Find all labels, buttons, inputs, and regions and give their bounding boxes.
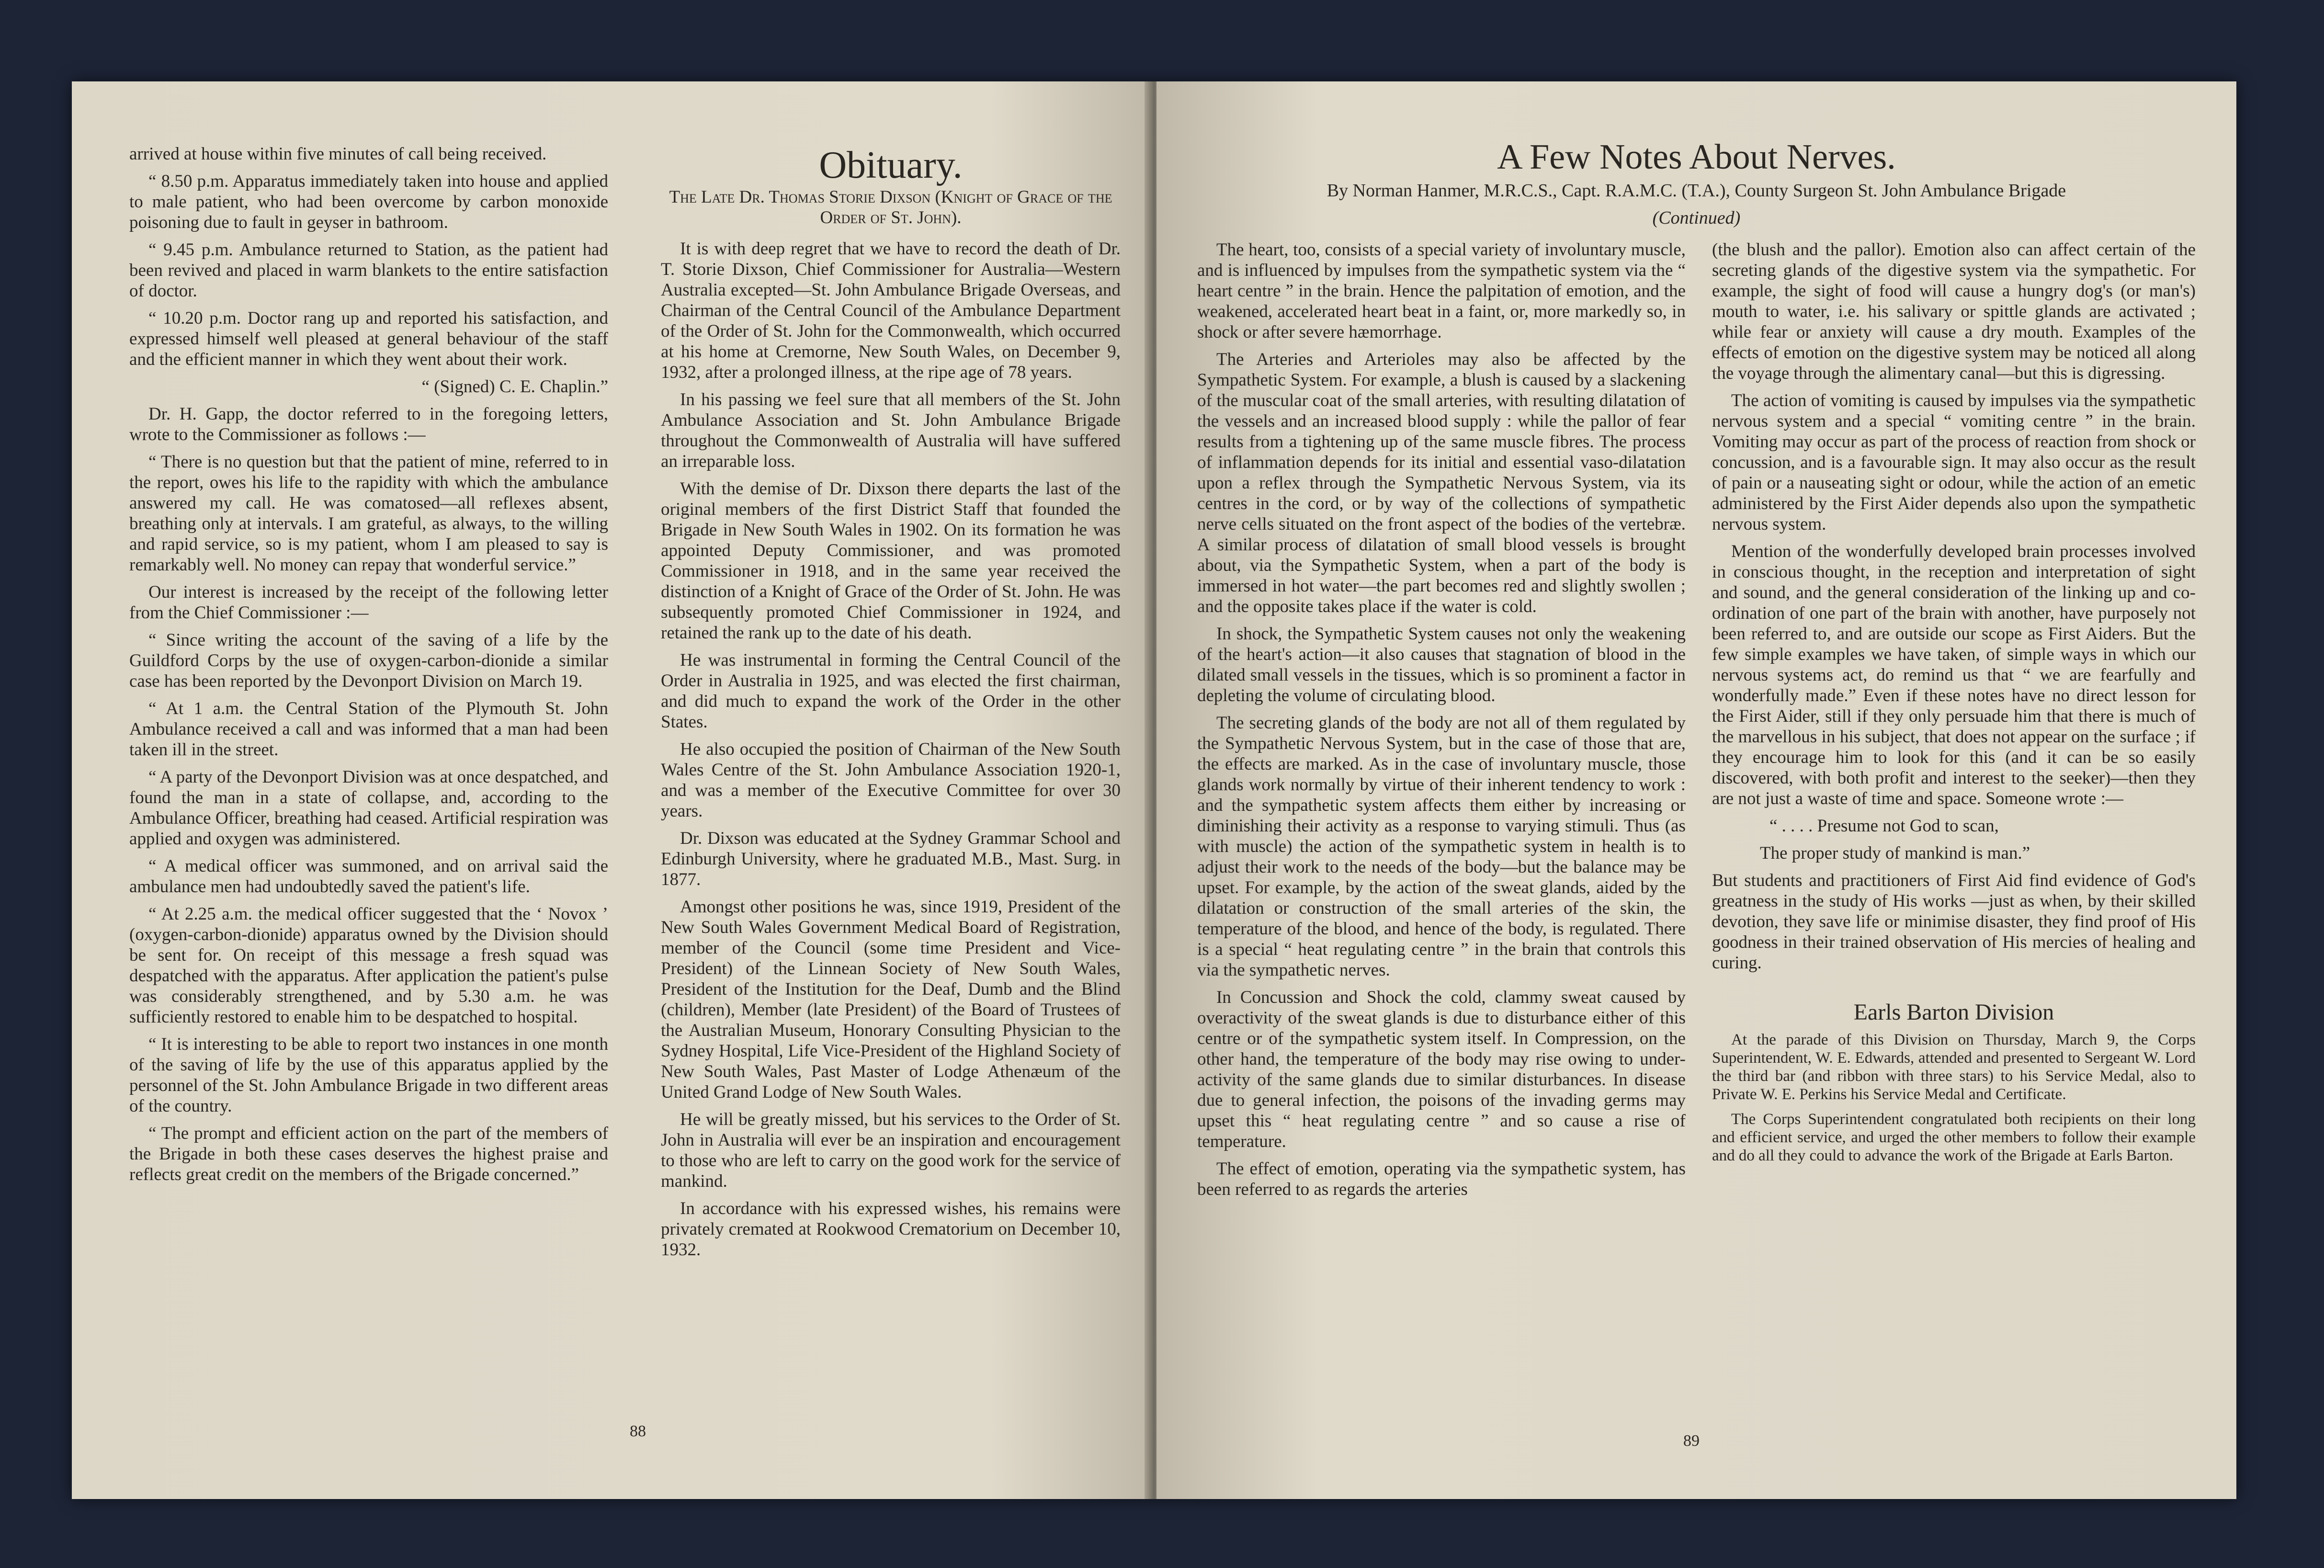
paragraph: But students and practitioners of First Aid find evidence of God's greatness in the study of His works —just as when, by their skilled devotion, they save life or minimise disaster, they find proof of His goodness in their trained observation of His mercies of healing and curing. [1712, 871, 2196, 973]
paragraph: In shock, the Sympathetic System causes not only the weakening of the heart's action—it also causes that stagnation of blood in the dilated small vessels in the tissues, which is so prominent a factor in depleting the volume of circulating blood. [1197, 624, 1686, 705]
paragraph: “ A medical officer was summoned, and on arrival said the ambulance men had undoubtedly saved the patient's life. [129, 856, 608, 897]
paragraph: “ 10.20 p.m. Doctor rang up and reported his satisfaction, and expressed himself well pleased at general behaviour of the staff and the efficient manner in which they went about their work. [129, 308, 608, 369]
paragraph: “ At 1 a.m. the Central Station of the Plymouth St. John Ambulance received a call and was informed that a man had been taken ill in the street. [129, 699, 608, 760]
right-column-1 [1197, 239, 1686, 1206]
paragraph: “ The prompt and efficient action on the part of the members of the Brigade in both these cases deserves the highest praise and reflects great credit on the members of the Brigade concerned.” [129, 1124, 608, 1184]
paragraph: He also occupied the position of Chairman of the New South Wales Centre of the St. John Ambulance Association 1920-1, and was a member of the Executive Committee for over 30 years. [661, 739, 1121, 821]
poem-line: The proper study of mankind is man.” [1760, 843, 2030, 863]
obituary-title: Obituary. [819, 144, 963, 186]
obituary-subtitle: The Late Dr. Thomas Storie Dixson (Knight of Grace of the Order of St. John). [669, 187, 1112, 227]
left-column-2 [661, 144, 1121, 1267]
paragraph: Dr. H. Gapp, the doctor referred to in the foregoing letters, wrote to the Commissioner as follows :— [129, 404, 608, 444]
article-title: A Few Notes About Nerves. [1497, 137, 1896, 177]
paragraph: The Corps Superintendent congratulated both recipients on their long and efficient service, and urged the other members to follow their example and do all they could to advance the work of the Brigade at Earls Barton. [1712, 1111, 2196, 1164]
poem-line: “ . . . . Presume not God to scan, [1769, 816, 1999, 836]
paragraph: In accordance with his expressed wishes, his remains were privately cremated at Rookwood Crematorium on December 10, 1932. [661, 1199, 1121, 1260]
paragraph: In Concussion and Shock the cold, clammy sweat caused by overactivity of the sweat glands is due to disturbance either of this centre or of the sympathetic system itself. In Compression, on the other hand, the temperature of the body may rise owing to under-activity of the same glands due to similar disturbances. In disease due to general infection, the poisons of the invading germs may upset this “ heat regulating centre ” and so cause a rise of temperature. [1197, 988, 1686, 1151]
earls-barton-title: Earls Barton Division [1853, 1000, 2054, 1025]
paragraph: He was instrumental in forming the Central Council of the Order in Australia in 1925, and was elected the first chairman, and did much to expand the work of the Order in the other States. [661, 650, 1121, 732]
paragraph: “ At 2.25 a.m. the medical officer suggested that the ‘ Novox ’ (oxygen-carbon-dionide) apparatus owned by the Division should be sent for. On receipt of this message a fresh squad was despatched with the apparatus. After application the patient's pulse was considerably strengthened, and by 5.30 a.m. he was sufficiently restored to enable him to be despatched to hospital. [129, 904, 608, 1027]
paragraph: The heart, too, consists of a special variety of involuntary muscle, and is influenced by impulses from the sympathetic system via the “ heart centre ” in the brain. Hence the palpitation of emotion, and the weakened, accelerated heart beat in a faint, or, more markedly so, in shock or after severe hæmorrhage. [1197, 240, 1686, 342]
right-column-2 [1712, 239, 2196, 1171]
continued-label: (Continued) [1652, 208, 1741, 228]
signature: “ (Signed) C. E. Chaplin.” [421, 377, 608, 397]
paragraph: “ 8.50 p.m. Apparatus immediately taken into house and applied to male patient, who had been overcome by carbon monoxide poisoning due to fault in geyser in bathroom. [129, 171, 608, 232]
paragraph: Dr. Dixson was educated at the Sydney Grammar School and Edinburgh University, where he graduated M.B., Mast. Surg. in 1877. [661, 829, 1121, 889]
paragraph: Amongst other positions he was, since 1919, President of the New South Wales Government Medical Board of Registration, member of the Council (some time President and Vice-President) of the Linnean Society of New South Wales, President of the Institution for the Deaf, Dumb and the Blind (children), Member (late President) of the Board of Trustees of the Australian Museum, Honorary Consulting Physician to the Sydney Hospital, Life Vice-President of the Highland Society of New South Wales, Past Master of Lodge Athenæum of the United Grand Lodge of New South Wales. [661, 897, 1121, 1102]
paragraph: Our interest is increased by the receipt of the following letter from the Chief Commissioner :— [129, 582, 608, 623]
paragraph: (the blush and the pallor). Emotion also can affect certain of the secreting glands of the digestive system via the sympathetic. For example, the sight of food will cause a hungry dog's (or man's) mouth to water, i.e. his salivary or spittle glands are activated ; while fear or anxiety will cause a dry mouth. Examples of the effects of emotion on the digestive system may be noticed all along the voyage through the alimentary canal—but this is digressing. [1712, 240, 2196, 383]
paragraph: “ Since writing the account of the saving of a life by the Guildford Corps by the use of oxygen-carbon-dionide a similar case has been reported by the Devonport Division on March 19. [129, 630, 608, 691]
paragraph: The action of vomiting is caused by impulses via the sympathetic nervous system and a special “ vomiting centre ” in the brain. Vomiting may occur as part of the process of reaction from shock or concussion, and is a favourable sign. It may also occur as the result of pain or a nauseating sight or odour, while the action of an emetic administered by the First Aider depends also upon the sympathetic nervous system. [1712, 391, 2196, 534]
paragraph: “ There is no question but that the patient of mine, referred to in the report, owes his life to the rapidity with which the ambulance answered my call. He was comatosed—all reflexes absent, breathing only at intervals. I am grateful, as always, to the willing and rapid service, so is my patient, whom I am pleased to say is remarkably well. No money can repay that wonderful service.” [129, 452, 608, 575]
magazine-spread [72, 81, 2236, 1499]
paragraph: In his passing we feel sure that all members of the St. John Ambulance Association and St. John Ambulance Brigade throughout the Commonwealth of Australia will have suffered an irreparable loss. [661, 390, 1121, 471]
page-number: 88 [630, 1422, 646, 1440]
paragraph: The effect of emotion, operating via the sympathetic system, has been referred to as regards the arteries [1197, 1159, 1686, 1199]
article-byline: By Norman Hanmer, M.R.C.S., Capt. R.A.M.C. (T.A.), County Surgeon St. John Ambulance Brigade [1326, 181, 2066, 201]
paragraph: With the demise of Dr. Dixson there departs the last of the original members of the first District Staff that founded the Brigade in New South Wales in 1902. On its formation he was appointed Deputy Commissioner, and was promoted Commissioner in 1918, and in the same year received the distinction of a Knight of Grace of the Order of St. John. He was subsequently promoted Chief Commissioner in 1924, and retained the rank up to the date of his death. [661, 479, 1121, 643]
paragraph: “ A party of the Devonport Division was at once despatched, and found the man in a state of collapse, and, according to the Ambulance Officer, breathing had ceased. Artificial respiration was applied and oxygen was administered. [129, 767, 608, 849]
right-page [1156, 81, 2236, 1499]
paragraph: The Arteries and Arterioles may also be affected by the Sympathetic System. For example, a blush is caused by a slackening of the muscular coat of the small arteries, with resulting dilatation of the vessels and an increased blood supply : while the pallor of fear results from a tightening up of the same muscle fibres. The process of inflammation depends for its initial and essential vaso-dilatation upon a reflex through the Sympathetic Nervous System, via its centres in the cord, or by way of the collections of sympathetic nerve cells situated on the front aspect of the bodies of the vertebræ. A similar process of dilatation of small blood vessels is brought about, via the Sympathetic System, when a part of the body is immersed in hot water—the part becomes red and slightly swollen ; and the opposite takes place if the water is cold. [1197, 350, 1686, 616]
paragraph: “ It is interesting to be able to report two instances in one month of the saving of life by the use of this apparatus applied by the personnel of the St. John Ambulance Brigade in two different areas of the country. [129, 1034, 608, 1116]
paragraph: “ 9.45 p.m. Ambulance returned to Station, as the patient had been revived and placed in warm blankets to the entire satisfaction of doctor. [129, 240, 608, 301]
paragraph: It is with deep regret that we have to record the death of Dr. T. Storie Dixson, Chief Commissioner for Australia—Western Australia excepted—St. John Ambulance Brigade Overseas, and Chairman of the Central Council of the Ambulance Department of the Order of St. John for the Commonwealth, which occurred at his home at Cremorne, New South Wales, on December 9, 1932, after a prolonged illness, at the ripe age of 78 years. [661, 239, 1121, 382]
paragraph: He will be greatly missed, but his services to the Order of St. John in Australia will ever be an inspiration and encouragement to those who are left to carry on the good work for the service of mankind. [661, 1110, 1121, 1191]
paragraph: At the parade of this Division on Thursday, March 9, the Corps Superintendent, W. E. Edwards, attended and presented to Sergeant W. Lord the third bar (and ribbon with three stars) to his Service Medal, also to Private W. E. Perkins his Service Medal and Certificate. [1712, 1031, 2196, 1103]
left-column-1 [129, 144, 608, 1192]
page-number: 89 [1683, 1432, 1700, 1450]
paragraph: The secreting glands of the body are not all of them regulated by the Sympathetic Nervous System, but in the case of those that are, the effects are marked. As in the case of involuntary muscle, those glands work normally by virtue of their inherent tendency to work : and the sympathetic system affects them either by increasing or diminishing their activity as a response to varying stimuli. Thus (as with muscle) the action of the sympathetic system in health is to adjust their work to the needs of the body—but the balance may be upset. For example, by the action of the sweat glands, aided by the dilatation or construction of the small arteries of the skin, the temperature of the blood, and hence of the body, is regulated. There is a special “ heat regulating centre ” in the brain that controls this via the sympathetic nerves. [1197, 713, 1686, 980]
left-page [72, 81, 1152, 1499]
paragraph: Mention of the wonderfully developed brain processes involved in conscious thought, in the reception and interpretation of sight and sound, and the general consideration of the linking up and co-ordination of one part of the brain with another, have purposely not been referred to, and are outside our scope as First Aiders. But the few simple examples we have taken, of simple ways in which our nervous systems act, do remind us that “ we are fearfully and wonderfully made.” Even if these notes have no direct lesson for the First Aider, still if they only persuade him that there is much of the marvellous in his subject, that does not appear on the surface ; if they encourage him to look for this (and it can be so easily discovered, with both profit and interest to the seeker)—then they are not just a waste of time and space. Someone wrote :— [1712, 542, 2196, 808]
paragraph: arrived at house within five minutes of call being received. [129, 144, 547, 164]
